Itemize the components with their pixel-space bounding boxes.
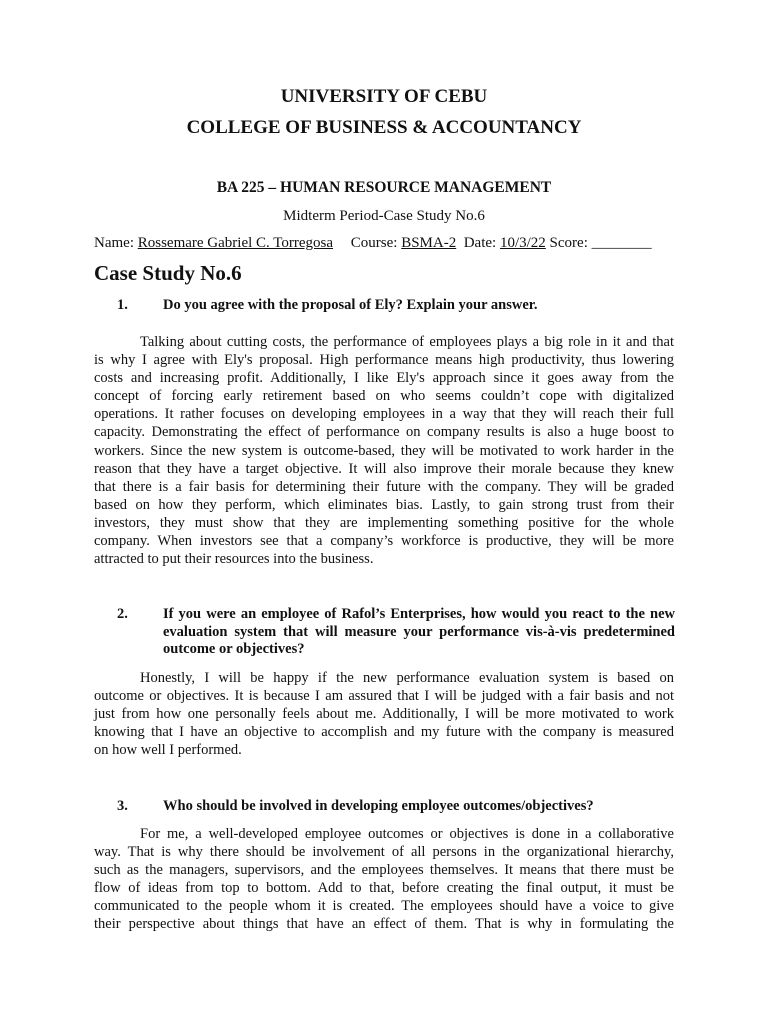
answer-line: way. That is why there should be involvement of all persons in the organizational hierarchy,: [94, 844, 674, 861]
answer-line: concept of forcing early retirement based on who seems couldn’t cope with digitalized: [94, 388, 674, 405]
answer-line: outcome or objectives. It is because I am assured that I will be judged with a fair basis and not: [94, 688, 674, 705]
date-value: 10/3/22: [499, 235, 546, 251]
answer-line: that there is a fair basis for determining their future with the company. They will be graded: [94, 478, 674, 495]
student-info-line: [94, 235, 674, 252]
course-title: BA 225 – HUMAN RESOURCE MANAGEMENT: [216, 179, 552, 196]
case-study-title: Case Study No.6: [94, 261, 242, 285]
question-text: Do you agree with the proposal of Ely? Explain your answer.: [163, 297, 538, 313]
name-value: Rossemare Gabriel C. Torregosa: [137, 235, 334, 251]
answer-line: capacity. Demonstrating the effect of performance on company results is also a huge boost to: [94, 424, 674, 441]
answer-line: on how well I performed.: [94, 742, 242, 759]
answer-line: flow of ideas from top to bottom. Add to that, before creating the final output, it must be: [94, 880, 674, 897]
answer-2: [94, 669, 674, 759]
answer-line: workers. Since the new system is outcome-based, they will be motivated to work harder in the: [94, 442, 674, 459]
answer-line: operations. It rather focuses on developing employees in a way that they will reach their full: [94, 406, 674, 423]
answer-line: reason that they have a target objective. It will also improve their morale because they knew: [94, 460, 674, 477]
answer-line: communicated to the people whom it is created. The employees should have a voice to give: [94, 898, 674, 915]
score-value: ________: [591, 235, 652, 251]
question-number: 3.: [117, 798, 128, 814]
answer-line: knowing that I have an objective to accomplish and my future with the company is measured: [94, 724, 674, 741]
question-number: 2.: [117, 606, 128, 622]
university-heading: UNIVERSITY OF CEBU: [280, 86, 488, 107]
answer-line: For me, a well-developed employee outcomes or objectives is done in a collaborative: [140, 826, 674, 842]
question-text: Who should be involved in developing employee outcomes/objectives?: [163, 798, 594, 814]
answer-line: investors, they must show that they are implementing something positive for the whole: [94, 514, 674, 531]
question-number: 1.: [117, 297, 128, 313]
name-label: Name:: [94, 235, 134, 251]
college-heading: COLLEGE OF BUSINESS & ACCOUNTANCY: [186, 117, 582, 138]
course-value: BSMA-2: [401, 235, 457, 251]
course-label: Course:: [350, 235, 398, 251]
answer-line: company. When investors see that a company’s workforce is productive, they will be more: [94, 533, 674, 550]
answer-3: [94, 825, 674, 934]
answer-line: their perspective about things that have an effect of them. That is why in formulating the: [94, 916, 674, 933]
answer-line: Honestly, I will be happy if the new performance evaluation system is based on: [140, 670, 674, 686]
answer-line: costs and increasing profit. Additionally, I like Ely's approach since it goes away from the: [94, 370, 674, 387]
period-subtitle: Midterm Period-Case Study No.6: [283, 208, 485, 224]
answer-line: attracted to put their resources into the business.: [94, 551, 374, 568]
date-label: Date:: [463, 235, 497, 251]
answer-line: Talking about cutting costs, the performance of employees plays a big role in it and that: [140, 334, 674, 350]
answer-line: based on how they perform, which eliminates bias. Lastly, to gain strong trust from their: [94, 496, 674, 513]
answer-line: such as the managers, supervisors, and the employees themselves. It means that there must be: [94, 862, 674, 879]
score-label: Score:: [549, 235, 588, 251]
question-text: If you were an employee of Rafol’s Enterprises, how would you react to the new evaluation system that will measure your performance vis-à-vis predetermined outcome or objectives?: [163, 606, 675, 657]
answer-1: [94, 333, 674, 568]
answer-line: is why I agree with Ely's proposal. High performance means high productivity, thus lowering: [94, 352, 674, 369]
answer-line: just from how one personally feels about me. Additionally, I will be more motivated to work: [94, 706, 674, 723]
